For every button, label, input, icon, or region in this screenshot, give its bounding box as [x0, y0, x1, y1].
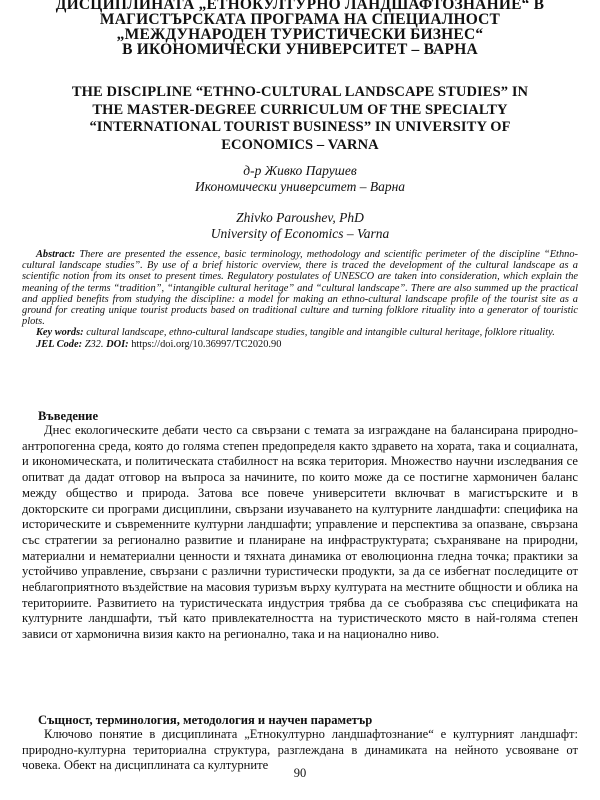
- title-en-line: “INTERNATIONAL TOURIST BUSINESS” IN UNIVERSITY OF: [89, 119, 511, 135]
- body-paragraph: Ключово понятие в дисциплината „Етнокултурно ландшафтознание“ е културният ландшафт: природно-културна териториална структура, разглеждана в динамиката на нейното усвояване от човека. Обект на дисциплината са културните: [22, 727, 578, 773]
- title-bg-line: В ИКОНОМИЧЕСКИ УНИВЕРСИТЕТ – ВАРНА: [122, 41, 478, 58]
- keywords-text: cultural landscape, ethno-cultural landscape studies, tangible and intangible cultural heritage, folklore rituality.: [86, 327, 555, 339]
- jel-code: Z32.: [84, 338, 104, 350]
- title-en-line: THE MASTER-DEGREE CURRICULUM OF THE SPECIALTY: [92, 101, 508, 118]
- jel-doi-line: [22, 339, 578, 350]
- abstract-block: [22, 249, 578, 350]
- author-affiliation: Икономически университет – Варна: [194, 179, 406, 194]
- keywords-paragraph: [22, 327, 578, 338]
- title-bulgarian: [24, 0, 576, 57]
- title-bg-line: ДИСЦИПЛИНАТА „ЕТНОКУЛТУРНО ЛАНДШАФТОЗНАНИЕ“ В: [55, 0, 545, 13]
- title-bg-line: „МЕЖДУНАРОДЕН ТУРИСТИЧЕСКИ БИЗНЕС“: [116, 26, 484, 43]
- title-en-line: THE DISCIPLINE “ETHNO-CULTURAL LANDSCAPE STUDIES” IN: [71, 84, 529, 100]
- section-heading-essence: Същност, терминология, методология и научен параметър: [38, 713, 373, 727]
- section-body-introduction: [22, 423, 578, 643]
- author-name: Zhivko Paroushev, PhD: [236, 210, 364, 225]
- abstract-label: Abstract:: [36, 249, 76, 260]
- jel-label: JEL Code:: [36, 338, 83, 350]
- title-en-line: ECONOMICS – VARNA: [221, 136, 379, 153]
- body-paragraph: Днес екологическите дебати често са свързани с темата за изграждане на балансирана природно-антропогенна среда, която до голяма степен предопределя както здравето на хората, така и социалната, и икономическата, и политическата стабилност на всяка територия. Множество научни изследвания се опитват да дадат отговор на въпроса за начините, по които може да се постигне хармоничен баланс между общество и природа. Затова все повече университети включват в магистърските и в докторските си програми дисциплини, свързани изучаването на културните ландшафти: специфика на историческите и съвременните културни ландшафти; управление и перспектива за опазване, свързана със стратегии за регионално развитие и планиране на инфраструктурата; съхраняване на природни, материални и нематериални ценности и тяхната динамика от еволюционна гледна точка; практики за устойчиво управление, свързани с различни туристически продукти, за да се избегнат последиците от неблагоприятното въздействие на масовия туризъм върху културата на местните общности и облика на териториите. Развитието на туристическата индустрия трябва да се съобразява със спецификата на културните ландшафти, тъй като привлекателността на туристическото място в най-голяма степен зависи от хармонична визия както на регионално, така и на национално ниво.: [22, 423, 578, 642]
- section-heading-introduction: Въведение: [38, 409, 99, 423]
- doi-link[interactable]: https://doi.org/10.36997/TC2020.90: [131, 338, 282, 350]
- author-bulgarian: [0, 163, 600, 195]
- author-english: [0, 210, 600, 242]
- title-english: [14, 84, 586, 154]
- abstract-paragraph: [22, 249, 578, 327]
- author-name: д-р Живко Парушев: [243, 163, 357, 178]
- author-affiliation: University of Economics – Varna: [210, 226, 390, 241]
- title-bg-line: МАГИСТЪРСКАТА ПРОГРАМА НА СПЕЦИАЛНОСТ: [99, 11, 501, 28]
- doi-label: DOI:: [106, 338, 129, 350]
- keywords-label: Key words:: [36, 327, 84, 339]
- abstract-text: There are presented the essence, basic terminology, methodology and scientific perimeter of the discipline “Ethno-cultural landscape studies”. By use of a brief historic overview, there is traced the development of the cultural landscape as a scientific notion from its onset to present times. Regulatory postulates of UNESCO are taken into consideration, which explain the meaning of the terms “tradition”, “intangible cultural heritage” and “cultural landscape”. There are also summed up the practical and applied benefits from studying the discipline: a model for making an ethno-cultural landscape profile of the tourist site as a ground for creating unique tourist products based on traditional culture and turning folklore rituality into a generator of touristic plots.: [22, 249, 578, 328]
- page-number: 90: [293, 766, 307, 780]
